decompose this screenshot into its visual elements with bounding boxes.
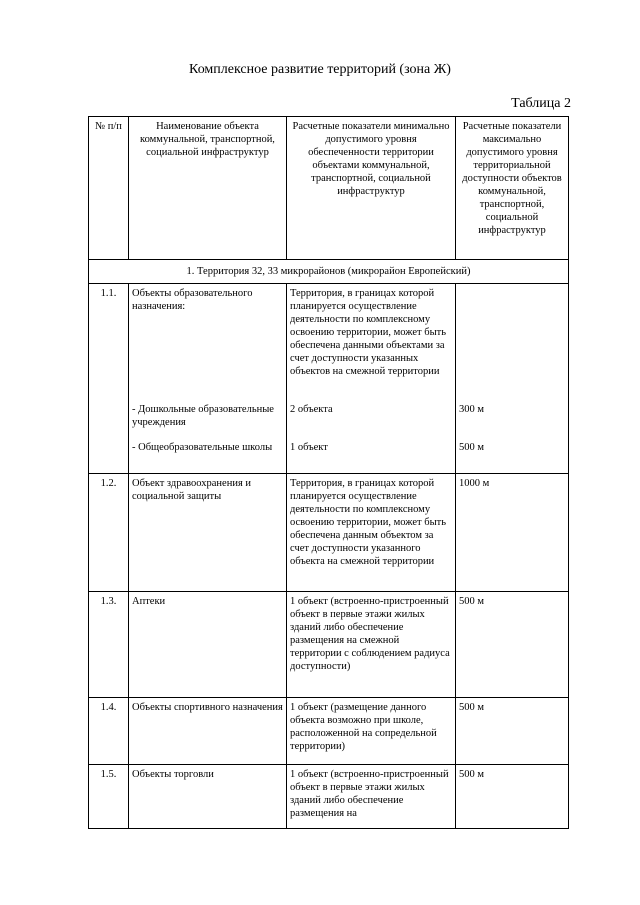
sub-item-min: 1 объект bbox=[290, 442, 328, 453]
row-num: 1.2. bbox=[89, 474, 129, 592]
header-min-level: Расчетные показатели минимально допустимого уровня обеспеченности территории объектами коммунальной, транспортной, социальной инфраструктур bbox=[287, 117, 456, 260]
table-row bbox=[89, 592, 569, 698]
row-max bbox=[456, 284, 569, 474]
sub-item-max: 500 м bbox=[459, 442, 485, 453]
row-min bbox=[287, 284, 456, 474]
row-min: 1 объект (размещение данного объекта возможно при школе, расположенной на сопредельной территории) bbox=[287, 698, 456, 765]
row-num: 1.3. bbox=[89, 592, 129, 698]
table-row bbox=[89, 698, 569, 765]
row-num: 1.4. bbox=[89, 698, 129, 765]
row-min: Территория, в границах которой планируется осуществление деятельности по комплексному освоению территории, может быть обеспечена данным объектом за счет доступности указанного объекта на смежной территории bbox=[287, 474, 456, 592]
row-num: 1.1. bbox=[89, 284, 129, 474]
section-row bbox=[89, 260, 569, 284]
row-name-text: Объекты образовательного назначения: bbox=[132, 288, 253, 312]
row-max-text bbox=[459, 287, 565, 393]
sub-item-min: 2 объекта bbox=[290, 404, 333, 415]
sub-item-name: - Дошкольные образовательные учреждения bbox=[132, 404, 274, 428]
sub-item-name: - Общеобразовательные школы bbox=[132, 442, 273, 453]
table-row bbox=[89, 765, 569, 829]
table-caption: Таблица 2 bbox=[511, 96, 571, 111]
sub-item-max: 300 м bbox=[459, 404, 485, 415]
row-min: 1 объект (встроенно-пристроенный объект в первые этажи жилых зданий либо обеспечение размещения на смежной территории с соблюдением радиуса доступности) bbox=[287, 592, 456, 698]
header-max-level: Расчетные показатели максимально допустимого уровня территориальной доступности объектов коммунальной, транспортной, социальной инфраструктур bbox=[456, 117, 569, 260]
header-num: № п/п bbox=[89, 117, 129, 260]
row-max: 500 м bbox=[456, 592, 569, 698]
row-name: Объекты торговли bbox=[129, 765, 287, 829]
row-min-text: Территория, в границах которой планируется осуществление деятельности по комплексному освоению территории, может быть обеспечена данными объектами за счет доступности указанных объектов на смежной территории bbox=[290, 288, 447, 377]
document-title: Комплексное развитие территорий (зона Ж) bbox=[189, 62, 451, 77]
row-name: Объект здравоохранения и социальной защиты bbox=[129, 474, 287, 592]
row-min: 1 объект (встроенно-пристроенный объект в первые этажи жилых зданий либо обеспечение размещения на bbox=[287, 765, 456, 829]
row-num: 1.5. bbox=[89, 765, 129, 829]
section-title: 1. Территория 32, 33 микрорайонов (микрорайон Европейский) bbox=[89, 260, 569, 284]
row-max: 1000 м bbox=[456, 474, 569, 592]
row-max: 500 м bbox=[456, 765, 569, 829]
row-name: Аптеки bbox=[129, 592, 287, 698]
table-header-row bbox=[89, 117, 569, 260]
indicators-table bbox=[88, 116, 569, 829]
table-row bbox=[89, 284, 569, 474]
row-name: Объекты спортивного назначения bbox=[129, 698, 287, 765]
row-max: 500 м bbox=[456, 698, 569, 765]
header-object-name: Наименование объекта коммунальной, транспортной, социальной инфраструктур bbox=[129, 117, 287, 260]
row-name bbox=[129, 284, 287, 474]
table-row bbox=[89, 474, 569, 592]
